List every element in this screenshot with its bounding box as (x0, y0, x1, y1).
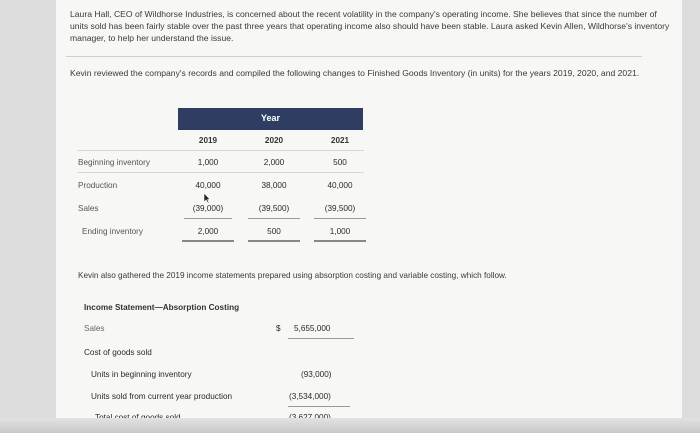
table-cell: 2,000 (197, 227, 219, 236)
total-double-underline (314, 240, 366, 242)
column-header-2020: 2020 (264, 136, 284, 145)
table-cell: 500 (267, 227, 281, 236)
bottom-edge (0, 418, 700, 433)
table-cell: 1,000 (329, 227, 351, 236)
table-cell: (39,000) (192, 204, 224, 213)
table-cell: (39,500) (324, 204, 356, 213)
row-label-ending-inventory: Ending inventory (82, 227, 143, 236)
income-statement-title: Income Statement—Absorption Costing (84, 303, 240, 312)
subtotal-underline (184, 218, 232, 219)
table-cell: 38,000 (261, 181, 287, 190)
intro-paragraph: Laura Hall, CEO of Wildhorse Industries, is concerned about the recent volatility in the company's operating income. She believes that since the number of units sold has been fairly stable over the past three years that operating income also should have been stable. Laura asked Kevin Allen, Wildhorse's inventory manager, to help her understand the issue. (70, 9, 670, 43)
units-beginning-label: Units in beginning inventory (91, 370, 192, 379)
column-header-2021: 2021 (330, 136, 350, 145)
row-divider (78, 150, 364, 151)
table-cell: 500 (333, 158, 347, 167)
table-cell: 2,000 (263, 158, 285, 167)
income-statements-paragraph: Kevin also gathered the 2019 income statements prepared using absorption costing and variable costing, which follow. (78, 271, 507, 280)
currency-symbol: $ (276, 324, 281, 333)
total-double-underline (182, 240, 234, 242)
units-beginning-value: (93,000) (301, 370, 332, 379)
subtotal-underline (248, 218, 300, 219)
row-label-beginning-inventory: Beginning inventory (78, 158, 150, 167)
table-cell: 40,000 (195, 181, 221, 190)
units-current-label: Units sold from current year production (91, 392, 233, 401)
section-divider (66, 56, 642, 57)
column-header-2019: 2019 (198, 136, 218, 145)
cursor-arrow-icon (203, 192, 211, 204)
cogs-underline (288, 406, 350, 407)
cogs-label: Cost of goods sold (84, 348, 152, 357)
year-header: Year (178, 108, 363, 130)
row-divider (78, 172, 364, 173)
sales-label: Sales (84, 324, 105, 333)
table-cell: 40,000 (327, 181, 353, 190)
row-label-production: Production (78, 181, 118, 190)
row-label-sales: Sales (78, 204, 99, 213)
subtotal-underline (314, 218, 366, 219)
page (56, 0, 682, 433)
sales-value: 5,655,000 (294, 324, 331, 333)
inventory-paragraph: Kevin reviewed the company's records and compiled the following changes to Finished Goods Inventory (in units) for the years 2019, 2020, and 2021. (70, 68, 640, 78)
table-cell: (39,500) (258, 204, 290, 213)
table-cell: 1,000 (197, 158, 219, 167)
units-current-value: (3,534,000) (289, 392, 331, 401)
sales-underline (288, 338, 354, 339)
total-double-underline (248, 240, 300, 242)
